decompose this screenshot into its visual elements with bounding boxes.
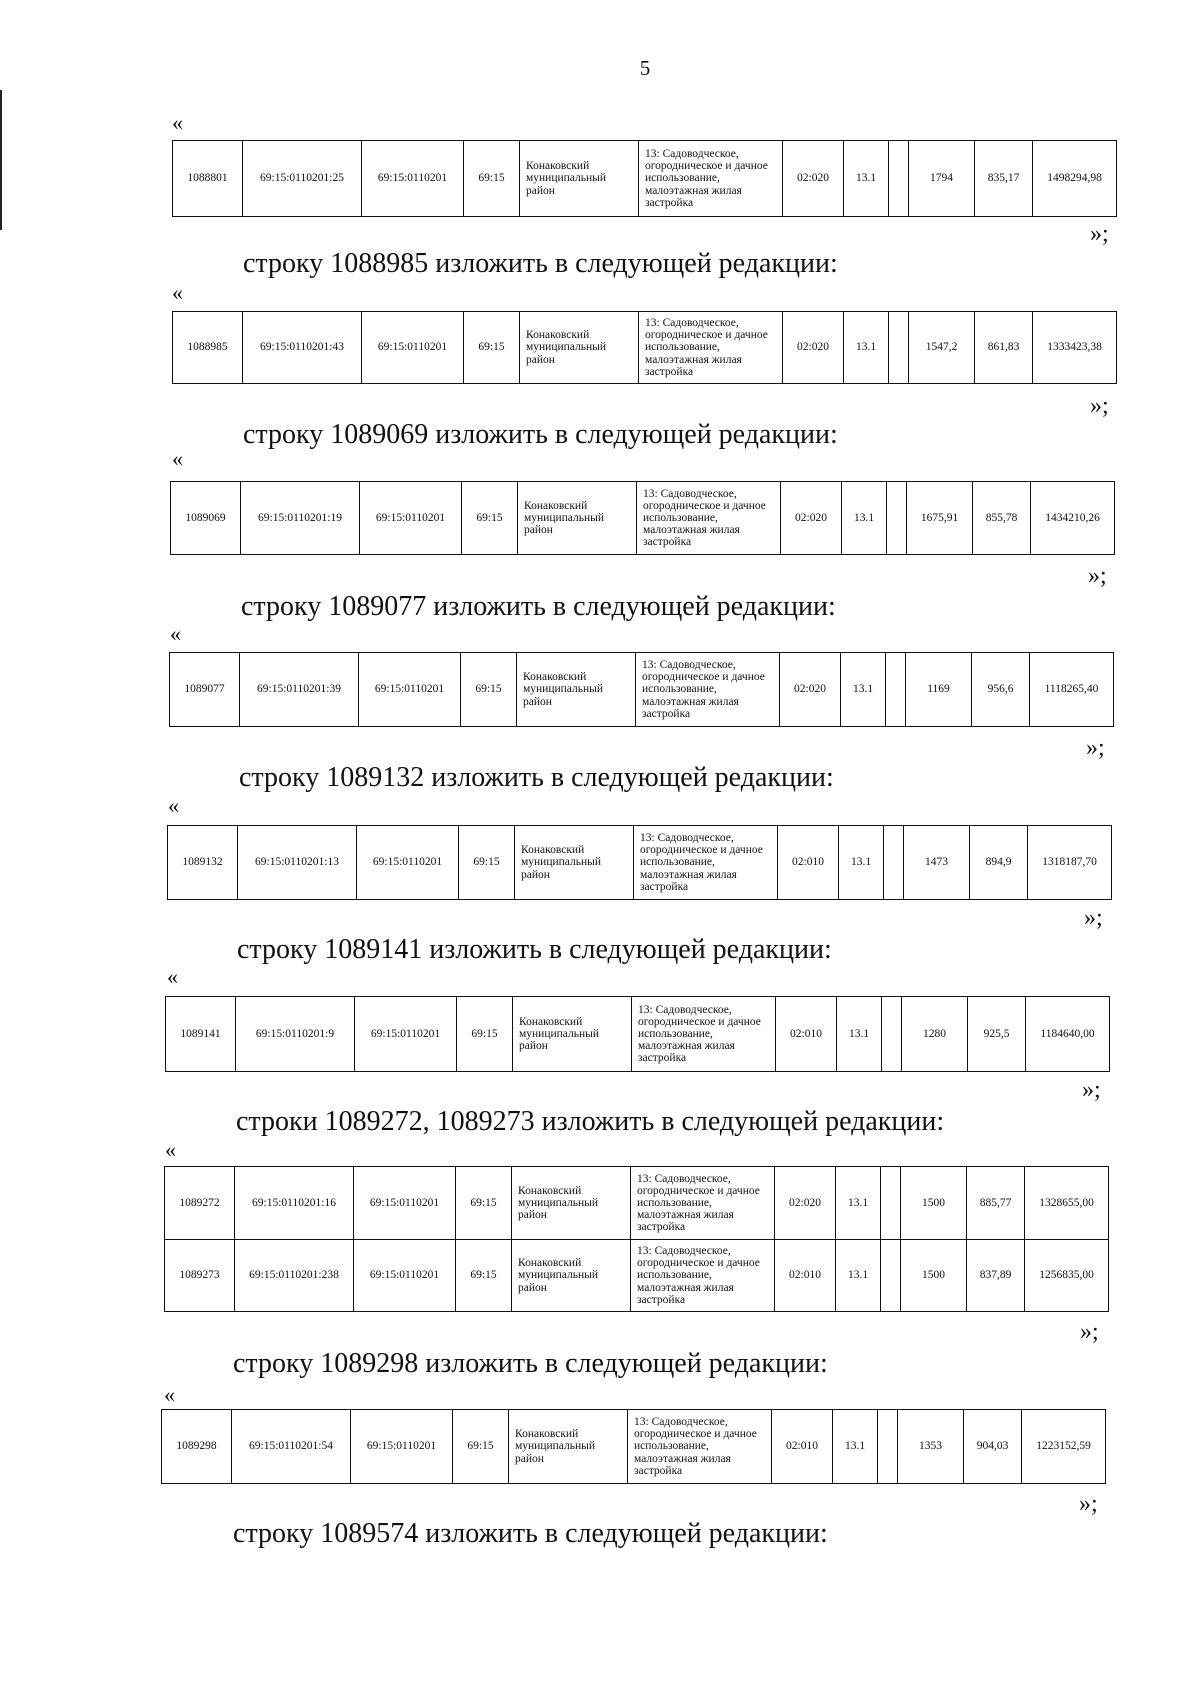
land-use-cell: 13: Садоводческое, огородническое и дачное использование, малоэтажная жилая застройка bbox=[639, 312, 783, 384]
cadastral-number-cell: 69:15:0110201:25 bbox=[243, 141, 362, 217]
row-number-cell: 1089273 bbox=[165, 1240, 235, 1312]
type-code-cell: 02:010 bbox=[772, 1410, 833, 1484]
type-code-cell: 02:010 bbox=[775, 1240, 836, 1312]
cadastral-value-cell: 1434210,26 bbox=[1031, 482, 1115, 555]
cadastral-value-cell: 1328655,00 bbox=[1025, 1167, 1109, 1240]
group-code-cell: 13.1 bbox=[841, 653, 886, 727]
specific-value-cell: 855,78 bbox=[973, 482, 1031, 555]
empty-cell-cell bbox=[884, 826, 904, 900]
opening-quote: « bbox=[172, 110, 183, 135]
empty-cell-cell bbox=[882, 997, 902, 1072]
register-table bbox=[161, 1409, 1106, 1484]
cadastral-number-cell: 69:15:0110201:39 bbox=[240, 653, 359, 727]
row-number-cell: 1088985 bbox=[173, 312, 243, 384]
zone-code-cell: 69:15 bbox=[457, 997, 513, 1072]
type-code-cell: 02:020 bbox=[783, 312, 844, 384]
zone-code-cell: 69:15 bbox=[456, 1240, 512, 1312]
scan-edge-mark bbox=[0, 90, 2, 230]
cadastral-number-cell: 69:15:0110201:43 bbox=[243, 312, 362, 384]
cadastral-quarter-cell: 69:15:0110201 bbox=[354, 1240, 456, 1312]
cadastral-quarter-cell: 69:15:0110201 bbox=[351, 1410, 453, 1484]
table-row bbox=[168, 826, 1112, 900]
district-cell: Конаковский муниципальный район bbox=[512, 1240, 631, 1312]
cadastral-quarter-cell: 69:15:0110201 bbox=[354, 1167, 456, 1240]
district-cell: Конаковский муниципальный район bbox=[509, 1410, 628, 1484]
cadastral-quarter-cell: 69:15:0110201 bbox=[357, 826, 459, 900]
cadastral-number-cell: 69:15:0110201:9 bbox=[236, 997, 355, 1072]
instruction-text: строку 1089141 изложить в следующей редакции: bbox=[237, 934, 832, 965]
page-number: 5 bbox=[639, 56, 651, 80]
district-cell: Конаковский муниципальный район bbox=[518, 482, 637, 555]
district-cell: Конаковский муниципальный район bbox=[512, 1167, 631, 1240]
land-use-cell: 13: Садоводческое, огородническое и дачное использование, малоэтажная жилая застройка bbox=[632, 997, 776, 1072]
group-code-cell: 13.1 bbox=[844, 141, 889, 217]
type-code-cell: 02:020 bbox=[781, 482, 842, 555]
empty-cell-cell bbox=[889, 141, 909, 217]
area-cell: 1675,91 bbox=[907, 482, 973, 555]
empty-cell-cell bbox=[886, 653, 906, 727]
specific-value-cell: 894,9 bbox=[970, 826, 1028, 900]
register-table bbox=[172, 311, 1117, 384]
table-row bbox=[165, 1167, 1109, 1240]
empty-cell-cell bbox=[889, 312, 909, 384]
closing-quote: »; bbox=[1086, 735, 1105, 761]
area-cell: 1500 bbox=[901, 1240, 967, 1312]
area-cell: 1500 bbox=[901, 1167, 967, 1240]
final-instruction: строку 1089574 изложить в следующей редакции: bbox=[233, 1518, 828, 1549]
instruction-text: строку 1089069 изложить в следующей редакции: bbox=[243, 419, 838, 450]
land-use-cell: 13: Садоводческое, огородническое и дачное использование, малоэтажная жилая застройка bbox=[634, 826, 778, 900]
land-use-cell: 13: Садоводческое, огородническое и дачное использование, малоэтажная жилая застройка bbox=[628, 1410, 772, 1484]
register-table bbox=[167, 825, 1112, 900]
district-cell: Конаковский муниципальный район bbox=[513, 997, 632, 1072]
row-number-cell: 1089298 bbox=[162, 1410, 232, 1484]
group-code-cell: 13.1 bbox=[836, 1167, 881, 1240]
area-cell: 1794 bbox=[909, 141, 975, 217]
table-row bbox=[166, 997, 1110, 1072]
table-row bbox=[171, 482, 1115, 555]
table-row bbox=[165, 1240, 1109, 1312]
instruction-text: строку 1089132 изложить в следующей редакции: bbox=[239, 762, 834, 793]
opening-quote: « bbox=[168, 793, 179, 818]
cadastral-value-cell: 1318187,70 bbox=[1028, 826, 1112, 900]
type-code-cell: 02:010 bbox=[776, 997, 837, 1072]
cadastral-value-cell: 1498294,98 bbox=[1033, 141, 1117, 217]
specific-value-cell: 837,89 bbox=[967, 1240, 1025, 1312]
group-code-cell: 13.1 bbox=[836, 1240, 881, 1312]
instruction-text: строку 1088985 изложить в следующей редакции: bbox=[243, 248, 838, 279]
closing-quote: »; bbox=[1079, 1491, 1098, 1517]
land-use-cell: 13: Садоводческое, огородническое и дачное использование, малоэтажная жилая застройка bbox=[637, 482, 781, 555]
row-number-cell: 1089132 bbox=[168, 826, 238, 900]
specific-value-cell: 835,17 bbox=[975, 141, 1033, 217]
group-code-cell: 13.1 bbox=[842, 482, 887, 555]
group-code-cell: 13.1 bbox=[833, 1410, 878, 1484]
cadastral-number-cell: 69:15:0110201:13 bbox=[238, 826, 357, 900]
instruction-text: строки 1089272, 1089273 изложить в следующей редакции: bbox=[236, 1106, 945, 1137]
specific-value-cell: 925,5 bbox=[968, 997, 1026, 1072]
opening-quote: « bbox=[164, 1382, 175, 1407]
area-cell: 1473 bbox=[904, 826, 970, 900]
zone-code-cell: 69:15 bbox=[459, 826, 515, 900]
zone-code-cell: 69:15 bbox=[464, 141, 520, 217]
type-code-cell: 02:020 bbox=[783, 141, 844, 217]
empty-cell-cell bbox=[881, 1167, 901, 1240]
specific-value-cell: 904,03 bbox=[964, 1410, 1022, 1484]
cadastral-quarter-cell: 69:15:0110201 bbox=[362, 141, 464, 217]
cadastral-value-cell: 1184640,00 bbox=[1026, 997, 1110, 1072]
group-code-cell: 13.1 bbox=[844, 312, 889, 384]
district-cell: Конаковский муниципальный район bbox=[520, 312, 639, 384]
closing-quote: »; bbox=[1082, 1077, 1101, 1103]
zone-code-cell: 69:15 bbox=[456, 1167, 512, 1240]
opening-quote: « bbox=[172, 446, 183, 471]
cadastral-quarter-cell: 69:15:0110201 bbox=[360, 482, 462, 555]
opening-quote: « bbox=[170, 621, 181, 646]
group-code-cell: 13.1 bbox=[837, 997, 882, 1072]
cadastral-value-cell: 1333423,38 bbox=[1033, 312, 1117, 384]
zone-code-cell: 69:15 bbox=[453, 1410, 509, 1484]
land-use-cell: 13: Садоводческое, огородническое и дачное использование, малоэтажная жилая застройка bbox=[631, 1167, 775, 1240]
land-use-cell: 13: Садоводческое, огородническое и дачное использование, малоэтажная жилая застройка bbox=[631, 1240, 775, 1312]
district-cell: Конаковский муниципальный район bbox=[520, 141, 639, 217]
row-number-cell: 1089069 bbox=[171, 482, 241, 555]
type-code-cell: 02:010 bbox=[778, 826, 839, 900]
district-cell: Конаковский муниципальный район bbox=[517, 653, 636, 727]
area-cell: 1353 bbox=[898, 1410, 964, 1484]
cadastral-value-cell: 1223152,59 bbox=[1022, 1410, 1106, 1484]
land-use-cell: 13: Садоводческое, огородническое и дачное использование, малоэтажная жилая застройка bbox=[636, 653, 780, 727]
area-cell: 1280 bbox=[902, 997, 968, 1072]
closing-quote: »; bbox=[1090, 393, 1109, 419]
row-number-cell: 1089272 bbox=[165, 1167, 235, 1240]
empty-cell-cell bbox=[881, 1240, 901, 1312]
empty-cell-cell bbox=[887, 482, 907, 555]
table-row bbox=[162, 1410, 1106, 1484]
cadastral-quarter-cell: 69:15:0110201 bbox=[359, 653, 461, 727]
opening-quote: « bbox=[165, 1137, 176, 1162]
cadastral-number-cell: 69:15:0110201:19 bbox=[241, 482, 360, 555]
row-number-cell: 1089141 bbox=[166, 997, 236, 1072]
table-row bbox=[170, 653, 1114, 727]
instruction-text: строку 1089298 изложить в следующей редакции: bbox=[233, 1348, 828, 1379]
cadastral-quarter-cell: 69:15:0110201 bbox=[362, 312, 464, 384]
register-table bbox=[172, 140, 1117, 217]
cadastral-number-cell: 69:15:0110201:16 bbox=[235, 1167, 354, 1240]
closing-quote: »; bbox=[1090, 221, 1109, 247]
type-code-cell: 02:020 bbox=[775, 1167, 836, 1240]
instruction-text: строку 1089077 изложить в следующей редакции: bbox=[241, 591, 836, 622]
cadastral-quarter-cell: 69:15:0110201 bbox=[355, 997, 457, 1072]
closing-quote: »; bbox=[1088, 563, 1107, 589]
zone-code-cell: 69:15 bbox=[462, 482, 518, 555]
opening-quote: « bbox=[172, 280, 183, 305]
cadastral-value-cell: 1256835,00 bbox=[1025, 1240, 1109, 1312]
type-code-cell: 02:020 bbox=[780, 653, 841, 727]
cadastral-number-cell: 69:15:0110201:238 bbox=[235, 1240, 354, 1312]
row-number-cell: 1089077 bbox=[170, 653, 240, 727]
closing-quote: »; bbox=[1080, 1319, 1099, 1345]
register-table bbox=[170, 481, 1115, 555]
opening-quote: « bbox=[167, 964, 178, 989]
table-row bbox=[173, 141, 1117, 217]
specific-value-cell: 885,77 bbox=[967, 1167, 1025, 1240]
row-number-cell: 1088801 bbox=[173, 141, 243, 217]
register-table bbox=[165, 996, 1110, 1072]
group-code-cell: 13.1 bbox=[839, 826, 884, 900]
table-row bbox=[173, 312, 1117, 384]
area-cell: 1169 bbox=[906, 653, 972, 727]
register-table bbox=[169, 652, 1114, 727]
empty-cell-cell bbox=[878, 1410, 898, 1484]
zone-code-cell: 69:15 bbox=[464, 312, 520, 384]
cadastral-number-cell: 69:15:0110201:54 bbox=[232, 1410, 351, 1484]
specific-value-cell: 861,83 bbox=[975, 312, 1033, 384]
closing-quote: »; bbox=[1084, 905, 1103, 931]
register-table bbox=[164, 1166, 1109, 1312]
zone-code-cell: 69:15 bbox=[461, 653, 517, 727]
specific-value-cell: 956,6 bbox=[972, 653, 1030, 727]
cadastral-value-cell: 1118265,40 bbox=[1030, 653, 1114, 727]
land-use-cell: 13: Садоводческое, огородническое и дачное использование, малоэтажная жилая застройка bbox=[639, 141, 783, 217]
area-cell: 1547,2 bbox=[909, 312, 975, 384]
district-cell: Конаковский муниципальный район bbox=[515, 826, 634, 900]
